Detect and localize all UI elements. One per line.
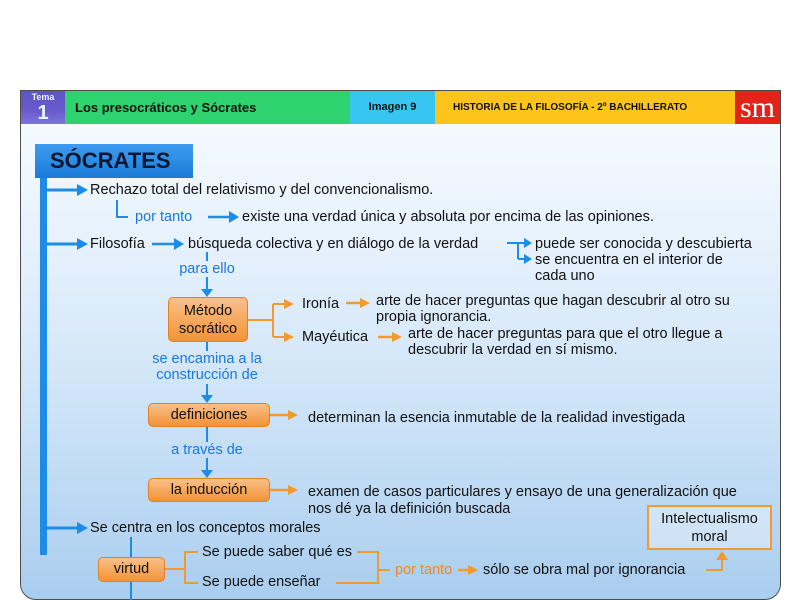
metodo-line2: socrático	[178, 321, 238, 337]
intelectualismo-line1: Intelectualismo	[661, 511, 758, 527]
definiciones-box: definiciones	[148, 403, 270, 427]
arrow-to-metodo	[201, 277, 213, 297]
ensenar-text: Se puede enseñar	[202, 574, 321, 590]
morales-text: Se centra en los conceptos morales	[90, 520, 321, 536]
tema-number: 1	[37, 102, 49, 124]
bracket-verdad-outcomes	[507, 238, 532, 264]
bracket-metodo	[248, 299, 294, 342]
sm-logo: sm	[735, 91, 780, 124]
unit-title: Los presocráticos y Sócrates	[65, 91, 350, 124]
encamina-label-line2: construcción de	[156, 367, 258, 383]
page-title: SÓCRATES	[35, 144, 193, 178]
arrow-to-definiciones	[201, 384, 213, 403]
bracket-virtud-left	[165, 552, 198, 583]
intelectualismo-box	[647, 505, 772, 550]
intelectualismo-line2: moral	[691, 529, 728, 545]
arrow-to-morales	[47, 522, 88, 534]
mayeutica-def-line1: arte de hacer preguntas para que el otro llegue a	[408, 326, 723, 342]
arrow-definiciones-def	[270, 410, 298, 420]
mayeutica-def-line2: descubrir la verdad en sí mismo.	[408, 342, 618, 358]
interior-text-line1: se encuentra en el interior de	[535, 252, 723, 268]
arrow-to-busqueda	[152, 238, 184, 250]
arrow-to-verdad	[208, 211, 239, 223]
rechazo-text: Rechazo total del relativismo y del convencionalismo.	[90, 182, 434, 198]
tema-label: Tema	[31, 92, 55, 102]
mayeutica-text: Mayéutica	[302, 329, 369, 345]
a-traves-label: a través de	[171, 442, 243, 458]
spine-bar	[40, 178, 47, 555]
metodo-socratico-box	[168, 297, 248, 342]
para-ello-label: para ello	[179, 261, 235, 277]
filosofia-text: Filosofía	[90, 236, 145, 252]
arrow-mayeutica	[378, 332, 402, 342]
arrow-to-rechazo	[47, 184, 88, 196]
ironia-def-line1: arte de hacer preguntas que hagan descubrir al otro su	[376, 293, 730, 309]
por-tanto-connector	[117, 200, 128, 217]
course-title: HISTORIA DE LA FILOSOFÍA - 2º BACHILLERATO	[435, 91, 735, 124]
conocida-text: puede ser conocida y descubierta	[535, 236, 752, 252]
saber-text: Se puede saber qué es	[202, 544, 352, 560]
ironia-def-line2: propia ignorancia.	[376, 309, 492, 325]
por-tanto-label: por tanto	[135, 209, 193, 225]
por-tanto-label-2: por tanto	[395, 562, 453, 578]
induccion-def-line2: nos dé ya la definición buscada	[308, 501, 511, 517]
encamina-label-line1: se encamina a la	[152, 351, 262, 367]
verdad-text: existe una verdad única y absoluta por encima de las opiniones.	[242, 209, 654, 225]
induccion-box: la inducción	[148, 478, 270, 502]
virtud-box: virtud	[98, 557, 165, 582]
induccion-def-line1: examen de casos particulares y ensayo de una generalización que	[308, 484, 737, 500]
metodo-line1: Método	[183, 303, 233, 319]
arrow-ironia	[346, 298, 370, 308]
busqueda-text: búsqueda colectiva y en diálogo de la verdad	[188, 236, 479, 252]
definiciones-def-text: determinan la esencia inmutable de la realidad investigada	[308, 410, 686, 426]
arrow-to-intelectualismo	[706, 551, 728, 570]
arrow-to-induccion	[201, 458, 213, 478]
image-label: Imagen 9	[350, 91, 435, 124]
ignorancia-text: sólo se obra mal por ignorancia	[483, 562, 686, 578]
ironia-text: Ironía	[302, 296, 340, 312]
arrow-to-filosofia	[47, 238, 88, 250]
arrow-ignorancia	[458, 565, 478, 575]
arrow-induccion-def	[270, 485, 298, 495]
interior-text-line2: cada uno	[535, 268, 595, 284]
